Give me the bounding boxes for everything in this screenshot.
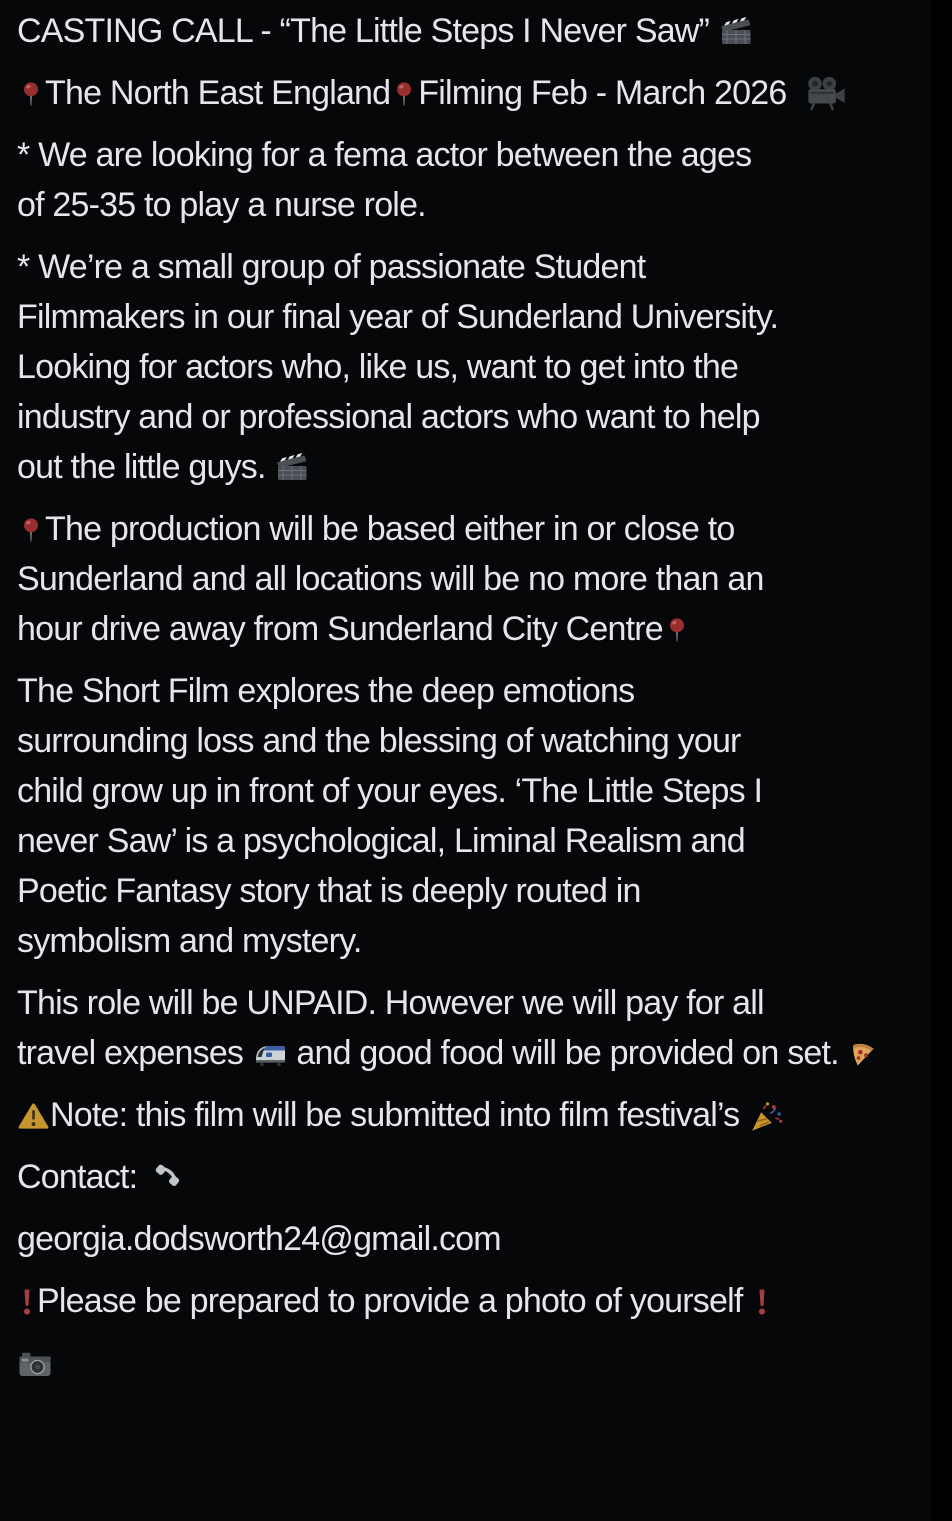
movie-camera-icon: [804, 73, 848, 113]
camera-line: [17, 1344, 53, 1382]
production-line-2: Sunderland and all locations will be no more than an: [17, 560, 764, 598]
synopsis-line-3: child grow up in front of your eyes. ‘The Little Steps I: [17, 772, 763, 810]
synopsis-line-2: surrounding loss and the blessing of watching your: [17, 722, 741, 760]
role-paragraph: [17, 130, 930, 230]
synopsis-paragraph: [17, 666, 930, 966]
about-line-4: industry and or professional actors who want to help: [17, 398, 760, 436]
camera-paragraph: [17, 1338, 930, 1388]
contact-line: [17, 1158, 182, 1196]
red-exclamation-icon: [752, 1284, 772, 1320]
location-text: The North East England: [45, 74, 391, 112]
high-speed-train-icon: [252, 1035, 288, 1071]
note-line: [17, 1096, 739, 1134]
photo-request-paragraph: [17, 1276, 930, 1326]
photo-request-text: Please be prepared to provide a photo of yourself: [37, 1282, 743, 1320]
telephone-receiver-icon: [150, 1161, 182, 1193]
about-line-5-text: out the little guys.: [17, 448, 275, 486]
unpaid-line-2: [17, 1034, 779, 1072]
production-location-paragraph: [17, 504, 930, 654]
synopsis-line-5: Poetic Fantasy story that is deeply routed in: [17, 872, 641, 910]
about-line-2: Filmmakers in our final year of Sunderland University.: [17, 298, 779, 336]
set-text: set.: [787, 1034, 848, 1072]
clapperboard-icon: [274, 449, 310, 485]
title-text: CASTING CALL - “The Little Steps I Never Saw”: [17, 12, 718, 50]
pizza-icon: [847, 1037, 879, 1071]
about-us-paragraph: [17, 242, 930, 492]
unpaid-line-1: This role will be UNPAID. However we will pay for all: [17, 984, 764, 1022]
photo-request-line: [17, 1282, 772, 1320]
right-edge-strip: [930, 0, 952, 1521]
about-line-3: Looking for actors who, like us, want to get into the: [17, 348, 739, 386]
note-paragraph: [17, 1090, 930, 1140]
unpaid-line-3: [787, 1034, 879, 1072]
title-line: [17, 12, 754, 50]
red-exclamation-icon: [17, 1284, 37, 1320]
synopsis-line-1: The Short Film explores the deep emotions: [17, 672, 635, 710]
production-line-1-text: The production will be based either in or close to: [45, 510, 735, 548]
party-popper-line: [748, 1096, 786, 1134]
filming-dates-text: Filming Feb - March 2026: [418, 74, 796, 112]
email-paragraph: [17, 1214, 930, 1264]
location-line: [17, 74, 795, 112]
unpaid-paragraph: [17, 978, 930, 1078]
movie-camera-line: [804, 74, 848, 112]
production-line-1: [17, 510, 735, 548]
round-pushpin-icon: [17, 512, 45, 548]
location-paragraph: [17, 68, 930, 118]
about-line-5: [17, 448, 310, 486]
post-title: [17, 6, 930, 56]
round-pushpin-icon: [390, 76, 418, 112]
travel-expenses-text: travel expenses: [17, 1034, 252, 1072]
party-popper-icon: [748, 1097, 786, 1135]
contact-paragraph: [17, 1152, 930, 1202]
clapperboard-icon: [718, 13, 754, 49]
production-line-3-text: hour drive away from Sunderland City Centre: [17, 610, 663, 648]
round-pushpin-icon: [663, 612, 691, 648]
note-text: Note: this film will be submitted into film festival’s: [50, 1096, 740, 1134]
about-line-1: * We’re a small group of passionate Student: [17, 248, 646, 286]
contact-label: Contact:: [17, 1158, 146, 1196]
round-pushpin-icon: [17, 76, 45, 112]
synopsis-line-4: never Saw’ is a psychological, Liminal Realism and: [17, 822, 745, 860]
camera-icon: [17, 1347, 53, 1381]
contact-email: georgia.dodsworth24@gmail.com: [17, 1220, 501, 1258]
warning-icon: [17, 1099, 50, 1133]
role-line-2: of 25-35 to play a nurse role.: [17, 186, 426, 224]
role-line-1: * We are looking for a fema actor between the ages: [17, 136, 752, 174]
synopsis-line-6: symbolism and mystery.: [17, 922, 362, 960]
production-line-3: [17, 610, 691, 648]
good-food-text: and good food will be provided on: [287, 1034, 779, 1072]
